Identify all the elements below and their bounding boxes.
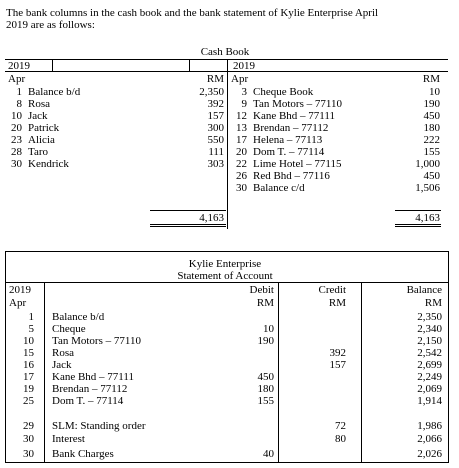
- cb-debit-desc: Patrick: [28, 122, 60, 134]
- stmt-desc: Brendan – 77112: [52, 383, 128, 395]
- cash-book-left-year-divider-2: [52, 59, 53, 71]
- stmt-credit: 72: [335, 420, 346, 432]
- stmt-credit: 157: [329, 359, 346, 371]
- cb-credit-desc: Balance c/d: [253, 182, 305, 194]
- statement-credit-header: Credit: [318, 284, 346, 296]
- cb-credit-amount: 1,000: [415, 158, 440, 170]
- cb-credit-day: 13: [236, 122, 247, 134]
- statement-credit-rm: RM: [328, 297, 346, 309]
- cash-book-center-divider: [227, 59, 228, 229]
- stmt-desc: Dom T. – 77114: [52, 395, 124, 407]
- cb-credit-desc: Dom T. – 77114: [253, 146, 325, 158]
- cb-debit-amount: 157: [207, 110, 224, 122]
- statement-date-divider: [44, 282, 45, 463]
- cb-right-total-rule-1: [395, 224, 441, 225]
- cb-credit-amount: 190: [423, 98, 440, 110]
- cb-credit-amount: 10: [429, 86, 440, 98]
- intro-line-1: The bank columns in the cash book and the bank statement of Kylie Enterprise April: [6, 7, 379, 19]
- stmt-desc: Interest: [52, 433, 85, 445]
- stmt-balance: 1,986: [417, 420, 442, 432]
- stmt-day: 19: [23, 383, 34, 395]
- cb-credit-day: 26: [236, 170, 247, 182]
- stmt-day: 25: [23, 395, 34, 407]
- cash-book-right-month: Apr: [231, 73, 249, 85]
- stmt-debit: 10: [263, 323, 274, 335]
- stmt-desc: Rosa: [52, 347, 74, 359]
- stmt-debit: 450: [257, 371, 274, 383]
- cb-debit-day: 23: [11, 134, 22, 146]
- cb-debit-desc: Alicia: [28, 134, 55, 146]
- cb-credit-desc: Kane Bhd – 77111: [253, 110, 335, 122]
- statement-year: 2019: [9, 284, 31, 296]
- stmt-debit: 180: [257, 383, 274, 395]
- cb-credit-desc: Tan Motors – 77110: [253, 98, 342, 110]
- stmt-day: 29: [23, 420, 34, 432]
- cb-debit-desc: Balance b/d: [28, 86, 81, 98]
- statement-credit-divider: [361, 282, 362, 463]
- cb-left-total-rule-1: [150, 224, 226, 225]
- cb-debit-amount: 550: [207, 134, 224, 146]
- cash-book-left-rm: RM: [206, 73, 224, 85]
- cb-debit-day: 1: [16, 86, 22, 98]
- statement-balance-header: Balance: [406, 284, 442, 296]
- cb-right-total-rule-2: [395, 226, 441, 227]
- stmt-desc: Tan Motors – 77110: [52, 335, 141, 347]
- cash-book-left-month: Apr: [8, 73, 26, 85]
- cb-credit-amount: 180: [423, 122, 440, 134]
- cb-debit-day: 8: [16, 98, 22, 110]
- cb-credit-desc: Cheque Book: [253, 86, 314, 98]
- stmt-desc: Cheque: [52, 323, 86, 335]
- statement-debit-header: Debit: [249, 284, 274, 296]
- cb-left-total: 4,163: [199, 212, 224, 224]
- stmt-balance: 2,069: [417, 383, 442, 395]
- stmt-day: 30: [23, 433, 34, 445]
- stmt-day: 30: [23, 448, 34, 460]
- cb-credit-day: 3: [241, 86, 247, 98]
- cb-left-total-rule-2: [150, 226, 226, 227]
- stmt-day: 1: [28, 311, 34, 323]
- cb-debit-day: 28: [11, 146, 22, 158]
- cb-debit-desc: Rosa: [28, 98, 50, 110]
- cash-book-right-rm: RM: [422, 73, 440, 85]
- cb-credit-day: 9: [241, 98, 247, 110]
- cb-credit-desc: Lime Hotel – 77115: [253, 158, 342, 170]
- statement-desc-divider: [278, 282, 279, 463]
- statement-title-1: Kylie Enterprise: [188, 258, 262, 270]
- stmt-day: 5: [28, 323, 34, 335]
- cash-book-right-year: 2019: [233, 60, 255, 72]
- cb-debit-amount: 111: [208, 146, 224, 158]
- statement-header-rule: [5, 282, 449, 283]
- stmt-debit: 155: [257, 395, 274, 407]
- stmt-debit: 190: [257, 335, 274, 347]
- stmt-desc: Jack: [52, 359, 72, 371]
- stmt-desc: Kane Bhd – 77111: [52, 371, 134, 383]
- stmt-balance: 2,150: [417, 335, 442, 347]
- stmt-balance: 2,340: [417, 323, 442, 335]
- cb-debit-amount: 303: [207, 158, 224, 170]
- stmt-credit: 392: [329, 347, 346, 359]
- cb-credit-amount: 155: [423, 146, 440, 158]
- stmt-day: 16: [23, 359, 34, 371]
- cash-book-left-year: 2019: [8, 60, 30, 72]
- cash-book-left-year-divider: [189, 59, 190, 71]
- stmt-balance: 2,350: [417, 311, 442, 323]
- cb-credit-amount: 1,506: [415, 182, 440, 194]
- cb-credit-desc: Brendan – 77112: [253, 122, 329, 134]
- cb-debit-desc: Jack: [28, 110, 48, 122]
- cb-debit-day: 10: [11, 110, 22, 122]
- statement-balance-rm: RM: [424, 297, 442, 309]
- cb-left-total-top-rule: [150, 210, 226, 211]
- cb-credit-amount: 450: [423, 170, 440, 182]
- stmt-desc: SLM: Standing order: [52, 420, 146, 432]
- stmt-day: 10: [23, 335, 34, 347]
- cb-credit-day: 20: [236, 146, 247, 158]
- stmt-balance: 1,914: [417, 395, 442, 407]
- stmt-desc: Bank Charges: [52, 448, 114, 460]
- stmt-balance: 2,026: [417, 448, 442, 460]
- cb-credit-desc: Helena – 77113: [253, 134, 323, 146]
- cb-debit-amount: 300: [207, 122, 224, 134]
- cb-credit-day: 12: [236, 110, 247, 122]
- stmt-debit: 40: [263, 448, 274, 460]
- cb-credit-day: 30: [236, 182, 247, 194]
- cash-book-title: Cash Book: [200, 46, 250, 58]
- statement-debit-rm: RM: [256, 297, 274, 309]
- cb-debit-day: 30: [11, 158, 22, 170]
- statement-title-2: Statement of Account: [177, 270, 273, 282]
- cb-credit-amount: 222: [423, 134, 440, 146]
- cb-right-total-top-rule: [395, 210, 441, 211]
- cb-credit-desc: Red Bhd – 77116: [253, 170, 330, 182]
- cb-credit-day: 22: [236, 158, 247, 170]
- stmt-desc: Balance b/d: [52, 311, 105, 323]
- stmt-balance: 2,066: [417, 433, 442, 445]
- stmt-balance: 2,699: [417, 359, 442, 371]
- intro-line-2: 2019 are as follows:: [6, 19, 95, 31]
- stmt-balance: 2,249: [417, 371, 442, 383]
- cb-credit-amount: 450: [423, 110, 440, 122]
- cb-credit-day: 17: [236, 134, 247, 146]
- cb-debit-desc: Taro: [28, 146, 48, 158]
- cb-debit-amount: 2,350: [199, 86, 224, 98]
- stmt-credit: 80: [335, 433, 346, 445]
- cb-right-total: 4,163: [415, 212, 440, 224]
- cb-debit-amount: 392: [207, 98, 224, 110]
- statement-month: Apr: [9, 297, 27, 309]
- cb-debit-day: 20: [11, 122, 22, 134]
- stmt-balance: 2,542: [417, 347, 442, 359]
- cb-debit-desc: Kendrick: [28, 158, 69, 170]
- stmt-day: 15: [23, 347, 34, 359]
- stmt-day: 17: [23, 371, 34, 383]
